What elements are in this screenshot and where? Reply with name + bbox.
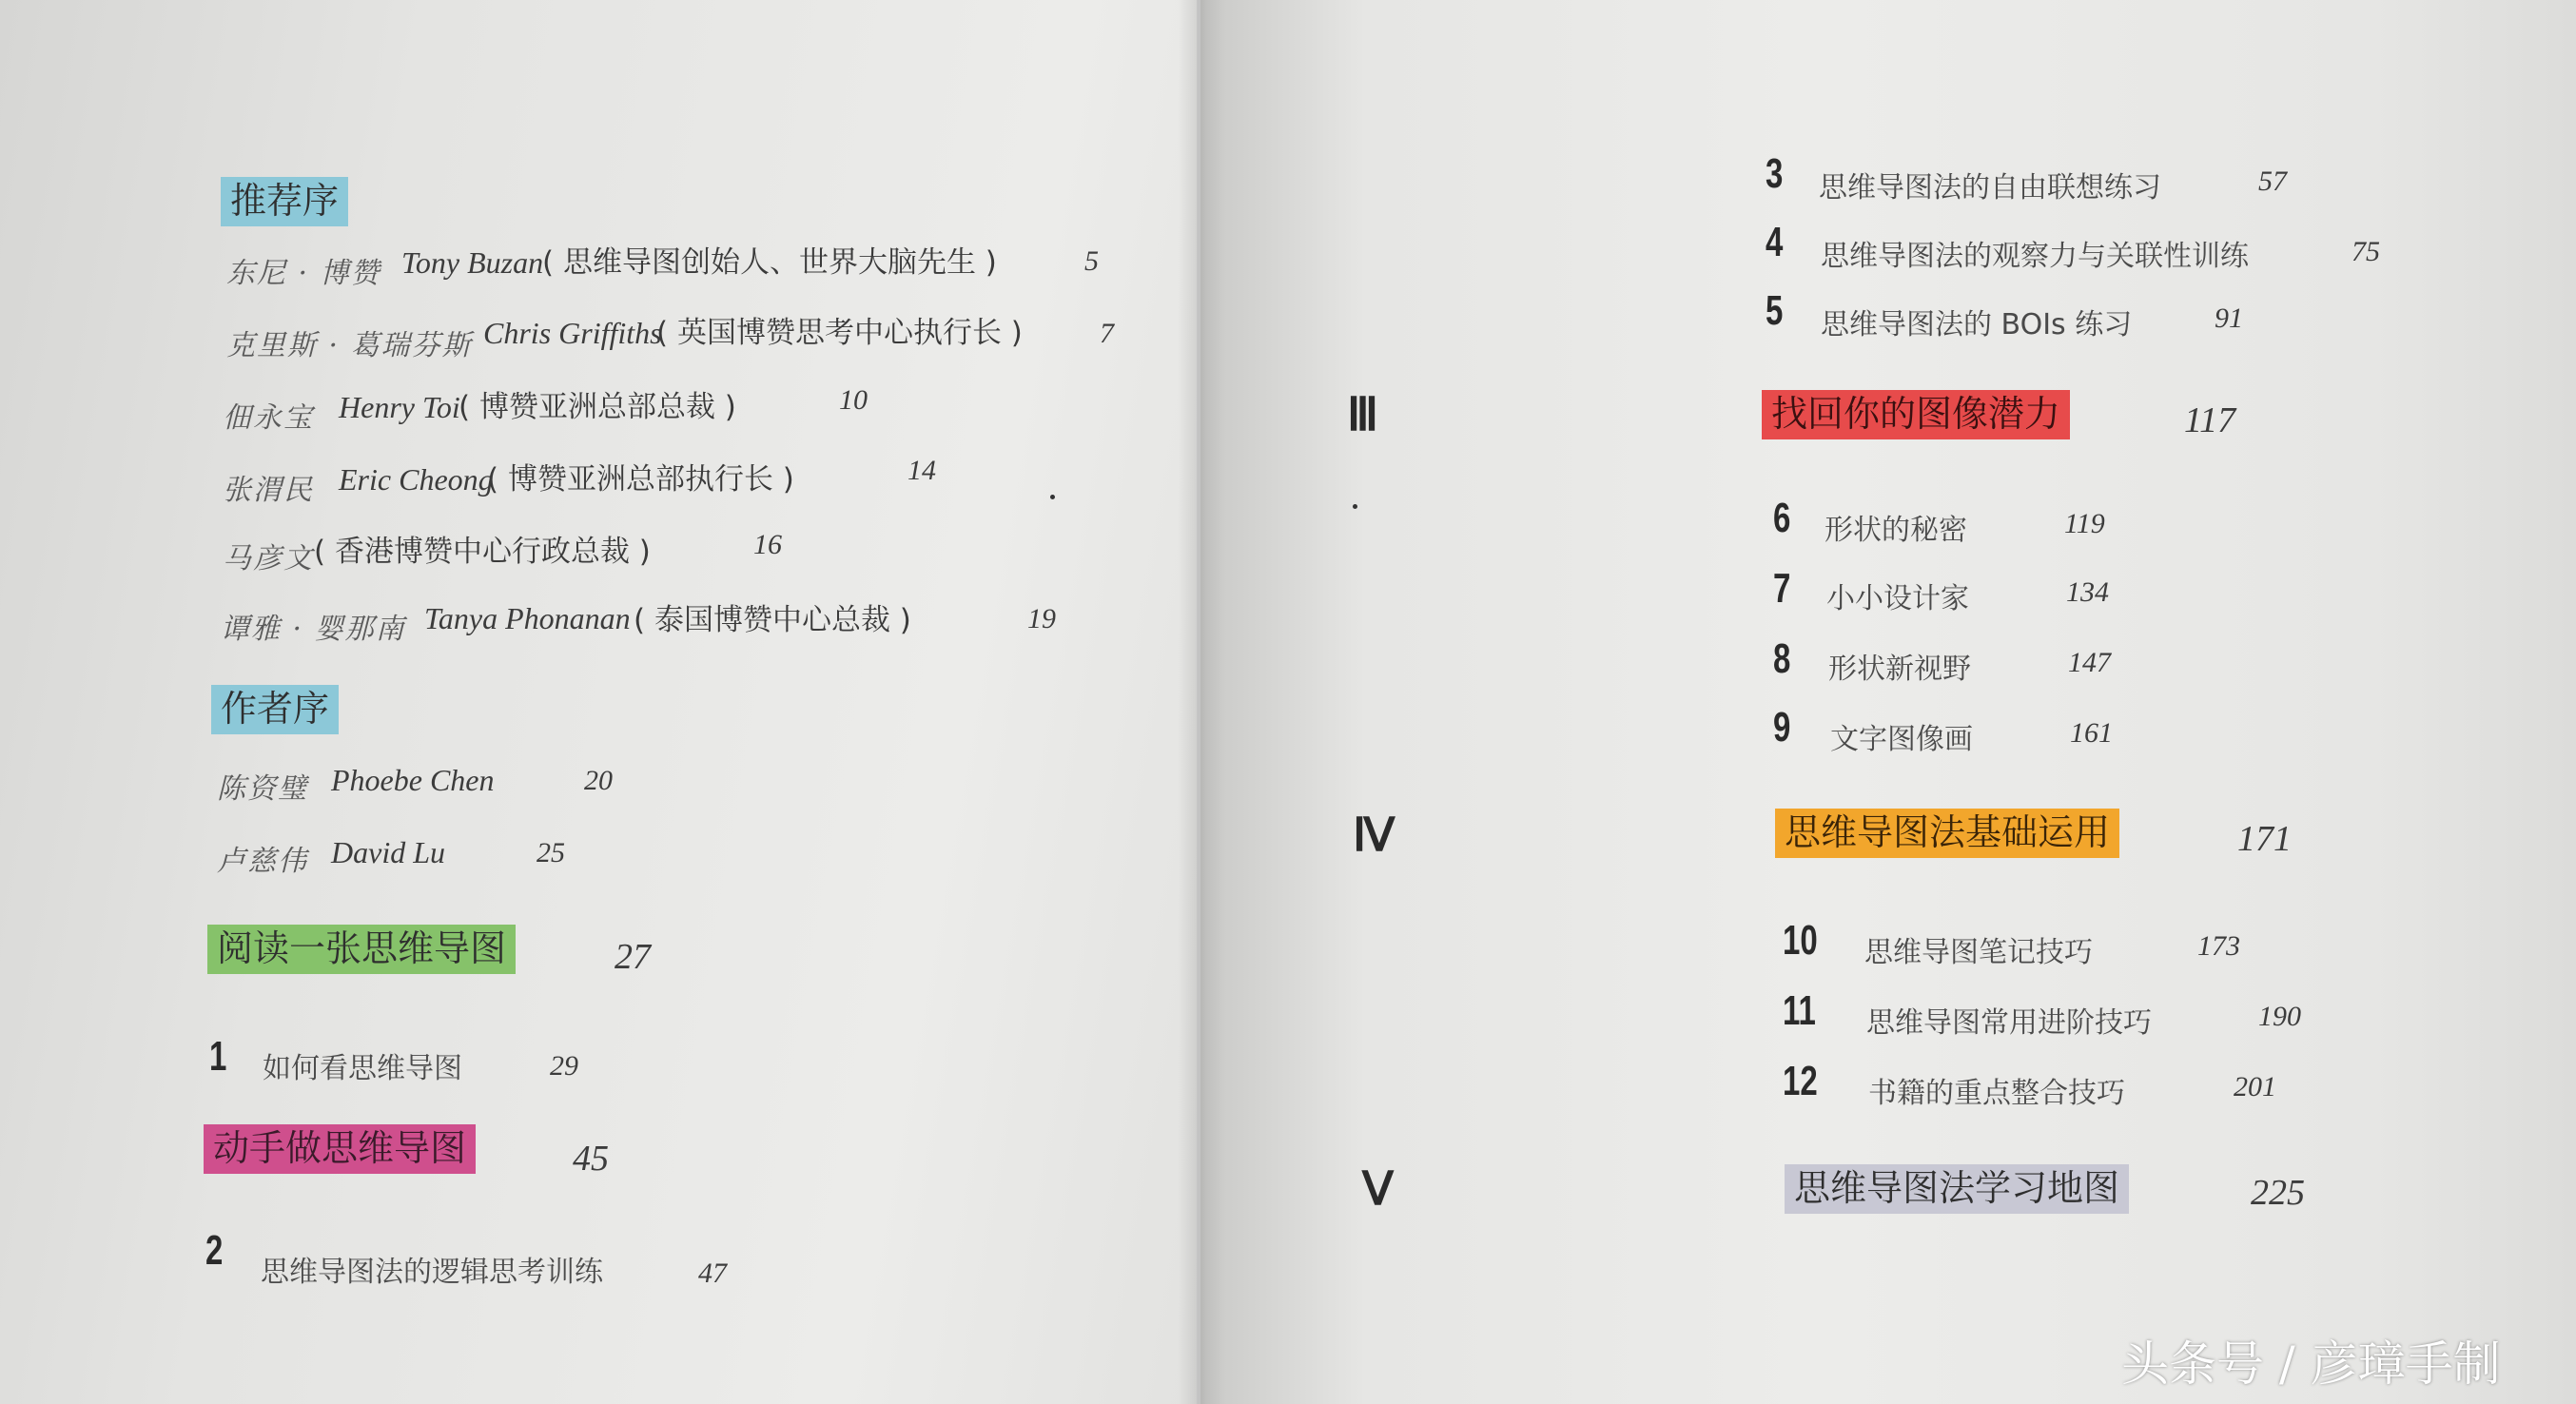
right-page [1200, 0, 2576, 1404]
chapter-title: 思维导图笔记技巧 [1864, 936, 2093, 969]
chapter-page: 57 [2258, 166, 2287, 197]
chapter-number: 6 [1773, 495, 1791, 541]
section-do-heading: 动手做思维导图 [204, 1124, 476, 1174]
chapter-page: 147 [2068, 647, 2111, 678]
author-page: 20 [584, 765, 613, 796]
chapter-title: 思维导图法的观察力与关联性训练 [1821, 240, 2249, 273]
chapter-number: 10 [1783, 917, 1818, 964]
chapter-page: 119 [2064, 508, 2105, 539]
chapter-number: 1 [209, 1033, 227, 1080]
preface-zh-name: 谭雅 · 婴那南 [221, 613, 406, 646]
chapter-title: 形状的秘密 [1825, 514, 1967, 547]
part-3-heading: 找回你的图像潜力 [1762, 390, 2070, 439]
preface-desc: ( 英国博赞思考中心执行长 ) [656, 316, 1023, 350]
part-3-roman: Ⅲ [1347, 390, 1379, 440]
chapter-page: 201 [2234, 1071, 2276, 1102]
part-3-page: 117 [2184, 400, 2236, 440]
chapter-number: 2 [205, 1227, 224, 1274]
chapter-number: 7 [1773, 565, 1791, 612]
chapter-title: 小小设计家 [1826, 582, 1969, 615]
chapter-title: 如何看思维导图 [263, 1052, 462, 1085]
chapter-title: 形状新视野 [1828, 653, 1971, 686]
chapter-number: 3 [1766, 150, 1784, 197]
preface-zh-name: 克里斯 · 葛瑞芬斯 [226, 329, 473, 362]
chapter-title: 文字图像画 [1830, 723, 1973, 756]
chapter-title: 思维导图法的逻辑思考训练 [261, 1256, 603, 1289]
chapter-title: 思维导图常用进阶技巧 [1866, 1006, 2152, 1040]
preface-zh-name: 东尼 · 博赞 [226, 257, 381, 290]
book-gutter [1178, 0, 1225, 1404]
preface-page: 7 [1100, 318, 1114, 349]
preface-page: 5 [1084, 245, 1099, 277]
preface-zh-name: 张渭民 [223, 474, 314, 507]
chapter-number: 4 [1766, 219, 1784, 265]
watermark: 头条号 / 彦璋手制 [2121, 1336, 2501, 1392]
chapter-page: 47 [698, 1258, 727, 1289]
preface-desc: ( 香港博赞中心行政总裁 ) [314, 535, 651, 569]
section-do-page: 45 [573, 1139, 609, 1179]
author-en-name: Phoebe Chen [331, 763, 495, 797]
chapter-number: 11 [1783, 987, 1816, 1034]
chapter-page: 161 [2070, 717, 2113, 749]
chapter-page: 190 [2258, 1001, 2301, 1032]
chapter-page: 91 [2215, 302, 2243, 334]
author-preface-heading: 作者序 [211, 685, 339, 734]
chapter-number: 5 [1766, 287, 1784, 334]
preface-en-name: Tony Buzan [401, 245, 544, 280]
left-page [0, 0, 1197, 1404]
chapter-title: 思维导图法的自由联想练习 [1819, 171, 2161, 205]
ink-speck [1353, 504, 1357, 509]
preface-page: 16 [753, 529, 782, 560]
author-zh-name: 陈资璧 [217, 772, 308, 806]
part-5-roman: Ⅴ [1362, 1164, 1394, 1215]
section-read-page: 27 [615, 937, 651, 977]
chapter-page: 75 [2352, 236, 2380, 267]
preface-en-name: Chris Griffiths [483, 316, 662, 350]
part-4-page: 171 [2237, 819, 2292, 859]
chapter-title: 书籍的重点整合技巧 [1868, 1077, 2125, 1110]
section-read-heading: 阅读一张思维导图 [207, 925, 516, 974]
preface-page: 19 [1027, 603, 1056, 634]
preface-page: 10 [839, 384, 868, 416]
chapter-number: 8 [1773, 635, 1791, 682]
preface-en-name: Eric Cheong [339, 462, 494, 497]
chapter-page: 173 [2197, 930, 2240, 962]
author-en-name: David Lu [331, 835, 445, 869]
preface-desc: ( 思维导图创始人、世界大脑先生 ) [542, 245, 997, 280]
preface-desc: ( 博赞亚洲总部执行长 ) [487, 462, 794, 497]
chapter-title: 思维导图法的 BOIs 练习 [1821, 308, 2133, 341]
preface-heading: 推荐序 [221, 177, 348, 226]
preface-en-name: Henry Toi [339, 390, 460, 424]
ink-speck [1050, 495, 1055, 499]
preface-zh-name: 马彦文 [223, 542, 314, 575]
chapter-number: 9 [1773, 704, 1791, 751]
author-page: 25 [537, 837, 565, 868]
part-5-heading: 思维导图法学习地图 [1785, 1164, 2129, 1214]
part-4-heading: 思维导图法基础运用 [1775, 809, 2119, 858]
preface-desc: ( 泰国博赞中心总裁 ) [634, 603, 911, 637]
chapter-number: 12 [1783, 1058, 1818, 1104]
preface-page: 14 [907, 455, 936, 486]
chapter-page: 29 [550, 1050, 578, 1082]
preface-desc: ( 博赞亚洲总部总裁 ) [459, 390, 736, 424]
preface-zh-name: 佃永宝 [223, 401, 314, 435]
author-zh-name: 卢慈伟 [217, 845, 308, 878]
preface-en-name: Tanya Phonanan [424, 601, 631, 635]
part-4-roman: Ⅳ [1353, 810, 1395, 861]
part-5-page: 225 [2251, 1173, 2305, 1213]
chapter-page: 134 [2066, 576, 2109, 608]
